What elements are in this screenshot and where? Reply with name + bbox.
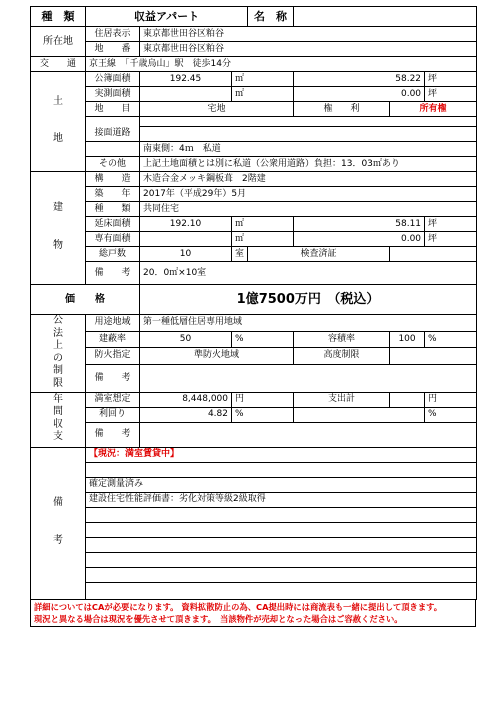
zoning-use-value: 第一種低層住居専用地域 xyxy=(140,315,477,332)
building-structure-label: 構 造 xyxy=(86,172,140,187)
zoning-remarks-row xyxy=(31,364,477,392)
income-expense-label: 支出計 xyxy=(294,392,390,407)
land-registered-sqm: 192.45 xyxy=(140,72,232,87)
land-road-row xyxy=(31,127,477,142)
price-row xyxy=(31,285,477,315)
zoning-fire-row xyxy=(31,348,477,365)
land-spacer-value xyxy=(140,117,477,127)
footer-note-2: 現況と異なる場合は現況を優先させて頂きます。 当該物件が売却となった場合はご容赦ください。 xyxy=(34,613,403,624)
income-full-label: 満室想定 xyxy=(86,392,140,407)
building-exclusive-tsubo: 0.00 xyxy=(294,232,425,247)
land-other-value: 上記土地面積とは別に私道（公衆用道路）負担：13．03㎡あり xyxy=(140,157,477,172)
income-remarks-row xyxy=(31,422,477,447)
building-built-label: 築 年 xyxy=(86,187,140,202)
land-category-label: 地 目 xyxy=(86,102,140,117)
income-yield-unit: % xyxy=(232,407,294,422)
building-kind-row xyxy=(31,202,477,217)
building-section xyxy=(31,172,86,285)
remarks-blank-3 xyxy=(86,522,477,537)
land-surveyed-sqm-unit: ㎡ xyxy=(232,87,294,102)
land-section xyxy=(31,72,86,172)
address-value: 東京都世田谷区粕谷 xyxy=(140,27,477,42)
land-road-label: 接面道路 xyxy=(86,127,140,142)
zoning-fire-value: 準防火地域 xyxy=(140,348,294,365)
zoning-section xyxy=(31,315,86,393)
land-sqm-unit: ㎡ xyxy=(232,72,294,87)
building-floor-tsubo: 58.11 xyxy=(294,217,425,232)
footer-note-1: 詳細についてはCAが必要になります。 資料拡散防止の為、CA提出時には商流表も一緒に提出して頂きます。 xyxy=(34,601,443,612)
income-yield-row xyxy=(31,407,477,422)
zoning-coverage-unit: % xyxy=(232,331,294,348)
remarks-line-1: 確定測量済み xyxy=(86,477,477,492)
building-inspection-value xyxy=(390,247,477,262)
building-structure-value: 木造合金メッキ鋼板葺 2階建 xyxy=(140,172,477,187)
income-remarks-label: 備 考 xyxy=(86,422,140,447)
building-units-label: 総戸数 xyxy=(86,247,140,262)
zoning-coverage-label: 建蔽率 xyxy=(86,331,140,348)
land-spacer-row xyxy=(31,117,477,127)
building-floor-row xyxy=(31,217,477,232)
land-other-label: その他 xyxy=(86,157,140,172)
income-yield-value: 4.82 xyxy=(140,407,232,422)
land-surveyed-sqm xyxy=(140,87,232,102)
remarks-section xyxy=(31,447,86,599)
income-full-value: 8,448,000 xyxy=(140,392,232,407)
building-units-row xyxy=(31,247,477,262)
zoning-height-label: 高度制限 xyxy=(294,348,390,365)
building-exclusive-sqm-unit: ㎡ xyxy=(232,232,294,247)
transport-value: 京王線 「千歳烏山」駅 徒歩14分 xyxy=(86,57,477,72)
building-floor-tsubo-unit: 坪 xyxy=(425,217,477,232)
zoning-section-text: 公法上の制限 xyxy=(53,315,63,389)
transport-row xyxy=(31,57,477,72)
income-remarks-value xyxy=(140,422,477,447)
land-surveyed-row xyxy=(31,87,477,102)
remarks-line-row xyxy=(31,477,477,492)
remarks-blank-4 xyxy=(86,537,477,552)
building-built-row xyxy=(31,187,477,202)
location-section: 所在地 xyxy=(31,27,86,57)
zoning-use-label: 用途地域 xyxy=(86,315,140,332)
remarks-blank-1 xyxy=(86,462,477,477)
building-exclusive-label: 専有面積 xyxy=(86,232,140,247)
property-sheet xyxy=(30,6,476,627)
land-section-text: 土 地 xyxy=(53,95,63,145)
land-rights-label: 権 利 xyxy=(294,102,390,117)
remarks-blank-6 xyxy=(86,567,477,582)
zoning-ratio-row xyxy=(31,331,477,348)
land-rights-value: 所有権 xyxy=(390,102,477,117)
remarks-blank-5 xyxy=(86,552,477,567)
building-units-unit: 室 xyxy=(232,247,248,262)
land-registered-label: 公簿面積 xyxy=(86,72,140,87)
remarks-status: 【現況：満室賃貸中】 xyxy=(86,447,477,462)
type-label: 種 類 xyxy=(31,7,86,27)
land-surveyed-tsubo: 0.00 xyxy=(294,87,425,102)
land-tsubo-unit: 坪 xyxy=(425,72,477,87)
income-full-unit: 円 xyxy=(232,392,294,407)
remarks-status-row xyxy=(31,447,477,462)
building-kind-value: 共同住宅 xyxy=(140,202,477,217)
address-label: 住居表示 xyxy=(86,27,140,42)
remarks-blank-row xyxy=(31,507,477,522)
land-category-row xyxy=(31,102,477,117)
price-value: 1億7500万円 （税込） xyxy=(140,285,477,315)
income-yield-unit-2: % xyxy=(425,407,477,422)
remarks-line-2: 建設住宅性能評価書：劣化対策等級2級取得 xyxy=(86,492,477,507)
remarks-section-text: 備 考 xyxy=(53,497,63,546)
land-road-spacer xyxy=(86,142,140,157)
land-surveyed-tsubo-unit: 坪 xyxy=(425,87,477,102)
remarks-blank-row xyxy=(31,552,477,567)
lot-label: 地 番 xyxy=(86,42,140,57)
zoning-height-value xyxy=(390,348,477,365)
building-kind-label: 種 類 xyxy=(86,202,140,217)
name-value xyxy=(294,7,477,27)
land-other-row xyxy=(31,157,477,172)
remarks-blank-row xyxy=(31,537,477,552)
zoning-coverage-value: 50 xyxy=(140,331,232,348)
land-road-value-row xyxy=(31,142,477,157)
income-yield-blank xyxy=(294,407,425,422)
remarks-blank-row xyxy=(31,522,477,537)
building-floor-sqm: 192.10 xyxy=(140,217,232,232)
income-section xyxy=(31,392,86,447)
remarks-line-row xyxy=(31,492,477,507)
type-value: 収益アパート xyxy=(86,7,248,27)
income-full-row xyxy=(31,392,477,407)
zoning-far-label: 容積率 xyxy=(294,331,390,348)
building-exclusive-tsubo-unit: 坪 xyxy=(425,232,477,247)
land-registered-tsubo: 58.22 xyxy=(294,72,425,87)
income-section-text: 年間収支 xyxy=(53,393,63,443)
zoning-remarks-value xyxy=(140,364,477,392)
building-exclusive-sqm xyxy=(140,232,232,247)
building-structure-row xyxy=(31,172,477,187)
building-inspection-label: 検査済証 xyxy=(248,247,390,262)
name-label: 名 称 xyxy=(248,7,294,27)
land-registered-row xyxy=(31,72,477,87)
price-label: 価 格 xyxy=(31,285,140,315)
land-spacer-cell xyxy=(86,117,140,127)
building-section-text: 建 物 xyxy=(53,202,63,251)
remarks-blank-2 xyxy=(86,507,477,522)
footer-notes xyxy=(30,600,476,627)
header-row xyxy=(31,7,477,27)
income-yield-label: 利回り xyxy=(86,407,140,422)
lot-value: 東京都世田谷区粕谷 xyxy=(140,42,477,57)
remarks-blank-row xyxy=(31,582,477,599)
building-exclusive-row xyxy=(31,232,477,247)
zoning-fire-label: 防火指定 xyxy=(86,348,140,365)
lot-row xyxy=(31,42,477,57)
building-remarks-label: 備 考 xyxy=(86,262,140,285)
remarks-blank-row xyxy=(31,567,477,582)
transport-label: 交 通 xyxy=(31,57,86,72)
building-built-value: 2017年（平成29年）5月 xyxy=(140,187,477,202)
building-remarks-value: 20．0㎡×10室 xyxy=(140,262,477,285)
land-road-blank xyxy=(140,127,477,142)
zoning-use-row xyxy=(31,315,477,332)
income-expense-value xyxy=(390,392,425,407)
remarks-blank-7 xyxy=(86,582,477,599)
zoning-far-unit: % xyxy=(425,331,477,348)
land-road-value: 南東側：4ｍ 私道 xyxy=(140,142,477,157)
property-table xyxy=(30,6,477,600)
remarks-blank-row xyxy=(31,462,477,477)
building-units-value: 10 xyxy=(140,247,232,262)
land-surveyed-label: 実測面積 xyxy=(86,87,140,102)
income-expense-unit: 円 xyxy=(425,392,477,407)
building-floor-sqm-unit: ㎡ xyxy=(232,217,294,232)
building-floor-label: 延床面積 xyxy=(86,217,140,232)
land-category-value: 宅地 xyxy=(140,102,294,117)
zoning-remarks-label: 備 考 xyxy=(86,364,140,392)
building-remarks-row xyxy=(31,262,477,285)
zoning-far-value: 100 xyxy=(390,331,425,348)
address-row xyxy=(31,27,477,42)
